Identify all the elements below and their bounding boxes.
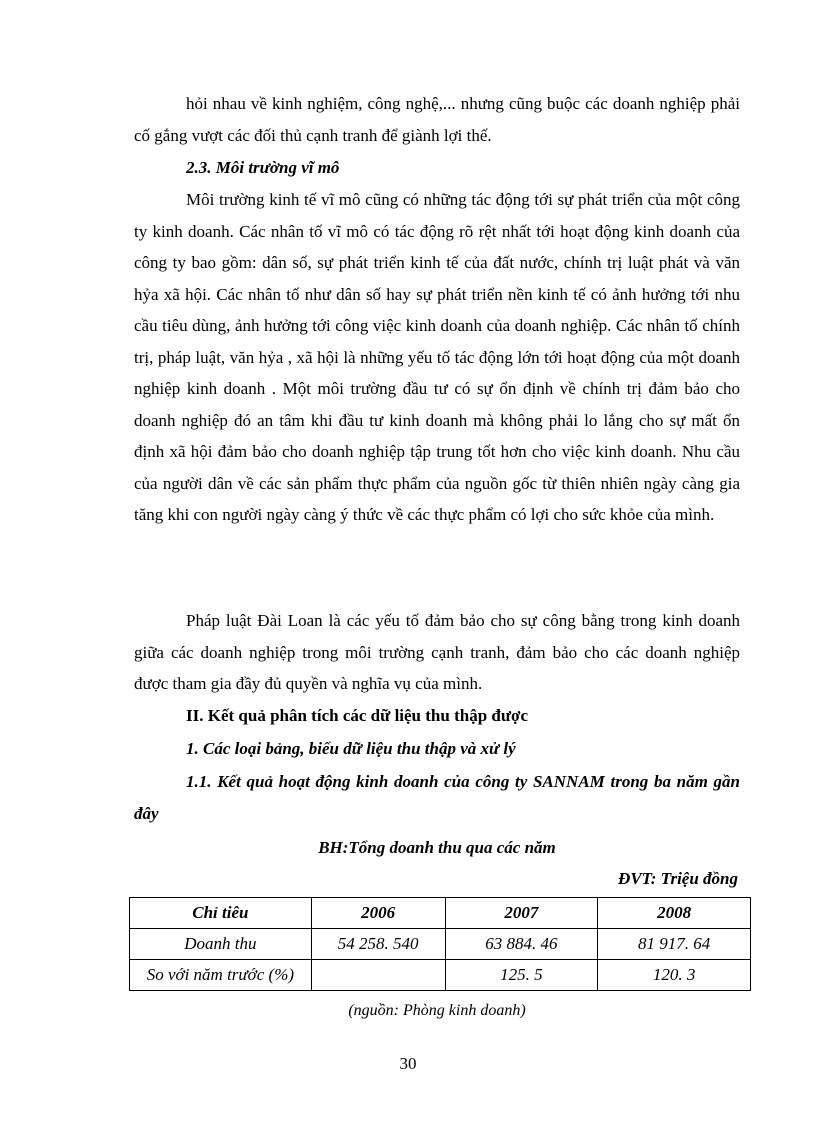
- table-caption: BH:Tổng doanh thu qua các năm: [318, 838, 556, 857]
- table-cell: 81 917. 64: [598, 929, 751, 960]
- table-cell: So với năm trước (%): [130, 960, 312, 991]
- heading-section-2-1-1: 1.1. Kết quả hoạt động kinh doanh của công ty SANNAM trong ba năm gần đây: [134, 772, 740, 823]
- table-header-cell: Chỉ tiêu: [130, 898, 312, 929]
- table-cell: 125. 5: [445, 960, 598, 991]
- heading-section-2-1: 1. Các loại bảng, biểu dữ liệu thu thập và xử lý: [186, 739, 516, 758]
- table-header-cell: 2007: [445, 898, 598, 929]
- table-cell: [311, 960, 445, 991]
- table-header-cell: 2006: [311, 898, 445, 929]
- table-cell: Doanh thu: [130, 929, 312, 960]
- table-header-cell: 2008: [598, 898, 751, 929]
- table-unit: ĐVT: Triệu đồng: [618, 869, 738, 888]
- table-row: [130, 960, 751, 991]
- paragraph-law: Pháp luật Đài Loan là các yếu tố đảm bảo cho sự công bằng trong kinh doanh giữa các doanh nghiệp trong môi trường cạnh tranh, đảm bảo cho các doanh nghiệp được tham gia đầy đủ quyền và nghĩa vụ của mình.: [134, 611, 740, 693]
- table-cell: 63 884. 46: [445, 929, 598, 960]
- heading-section-2: II. Kết quả phân tích các dữ liệu thu thập được: [186, 706, 529, 725]
- revenue-table: [129, 897, 751, 991]
- table-header-row: [130, 898, 751, 929]
- page-number: 30: [399, 1054, 417, 1073]
- heading-macro-environment: 2.3. Môi trường vĩ mô: [186, 158, 340, 177]
- paragraph-intro: hỏi nhau về kinh nghiệm, công nghệ,... nhưng cũng buộc các doanh nghiệp phải cố gắng vượt các đối thủ cạnh tranh để giành lợi thế.: [134, 94, 740, 145]
- table-row: [130, 929, 751, 960]
- table-source: (nguồn: Phòng kinh doanh): [348, 1002, 526, 1019]
- table-cell: 120. 3: [598, 960, 751, 991]
- paragraph-macro-environment: Môi trường kinh tế vĩ mô cũng có những tác động tới sự phát triển của một công ty kinh doanh. Các nhân tố vĩ mô có tác động rõ rệt nhất tới hoạt động kinh doanh của công ty bao gồm: dân số, sự phát triển kinh tế của đất nước, chính trị luật phát và văn hỷa xã hội. Các nhân tố như dân số hay sự phát triển nền kinh tế có ảnh hưởng tới nhu cầu tiêu dùng, ảnh hưởng tới công việc kinh doanh của doanh nghiệp. Các nhân tố chính trị, pháp luật, văn hỷa , xã hội là những yếu tố tác động lớn tới hoạt động của một doanh nghiệp kinh doanh . Một môi trường đầu tư có sự ổn định về chính trị đảm bảo cho doanh nghiệp đó an tâm khi đầu tư kinh doanh mà không phải lo lắng cho sự mất ổn định xã hội đảm bảo cho doanh nghiệp tập trung tốt hơn cho việc kinh doanh. Nhu cầu của người dân về các sản phẩm thực phẩm của nguồn gốc từ thiên nhiên ngày càng gia tăng khi con người ngày càng ý thức về các thực phẩm có lợi cho sức khỏe của mình.: [134, 190, 740, 524]
- table-cell: 54 258. 540: [311, 929, 445, 960]
